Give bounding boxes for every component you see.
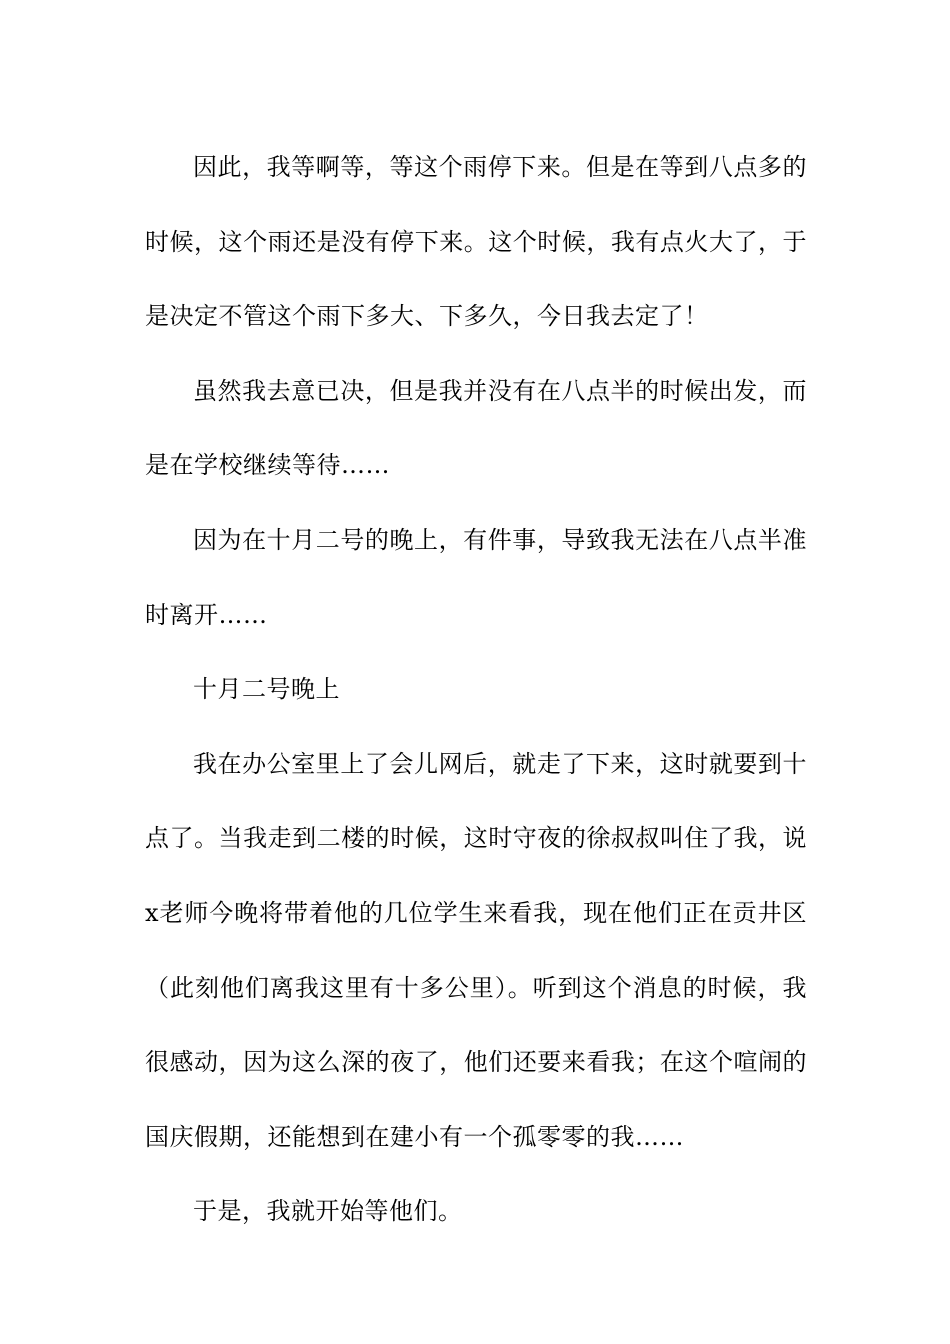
paragraph-4: 我在办公室里上了会儿网后，就走了下来，这时就要到十点了。当我走到二楼的时候，这时守夜的徐叔叔叫住了我，说x老师今晚将带着他的几位学生来看我，现在他们正在贡井区（此刻他们离我这里有十多公里）。听到这个消息的时候，我很感动，因为这么深的夜了，他们还要来看我；在这个喧闹的国庆假期，还能想到在建小有一个孤零零的我……: [145, 749, 807, 1151]
paragraph-2: 虽然我去意已决，但是我并没有在八点半的时候出发，而是在学校继续等待……: [145, 376, 807, 480]
paragraph-3: 因为在十月二号的晚上，有件事，导致我无法在八点半准时离开……: [145, 525, 807, 629]
body-text: [145, 130, 807, 1249]
section-heading: 十月二号晚上: [193, 675, 340, 704]
paragraph-5: 于是，我就开始等他们。: [193, 1197, 463, 1226]
paragraph-1: 因此，我等啊等，等这个雨停下来。但是在等到八点多的时候，这个雨还是没有停下来。这个时候，我有点火大了，于是决定不管这个雨下多大、下多久，今日我去定了！: [145, 153, 807, 331]
